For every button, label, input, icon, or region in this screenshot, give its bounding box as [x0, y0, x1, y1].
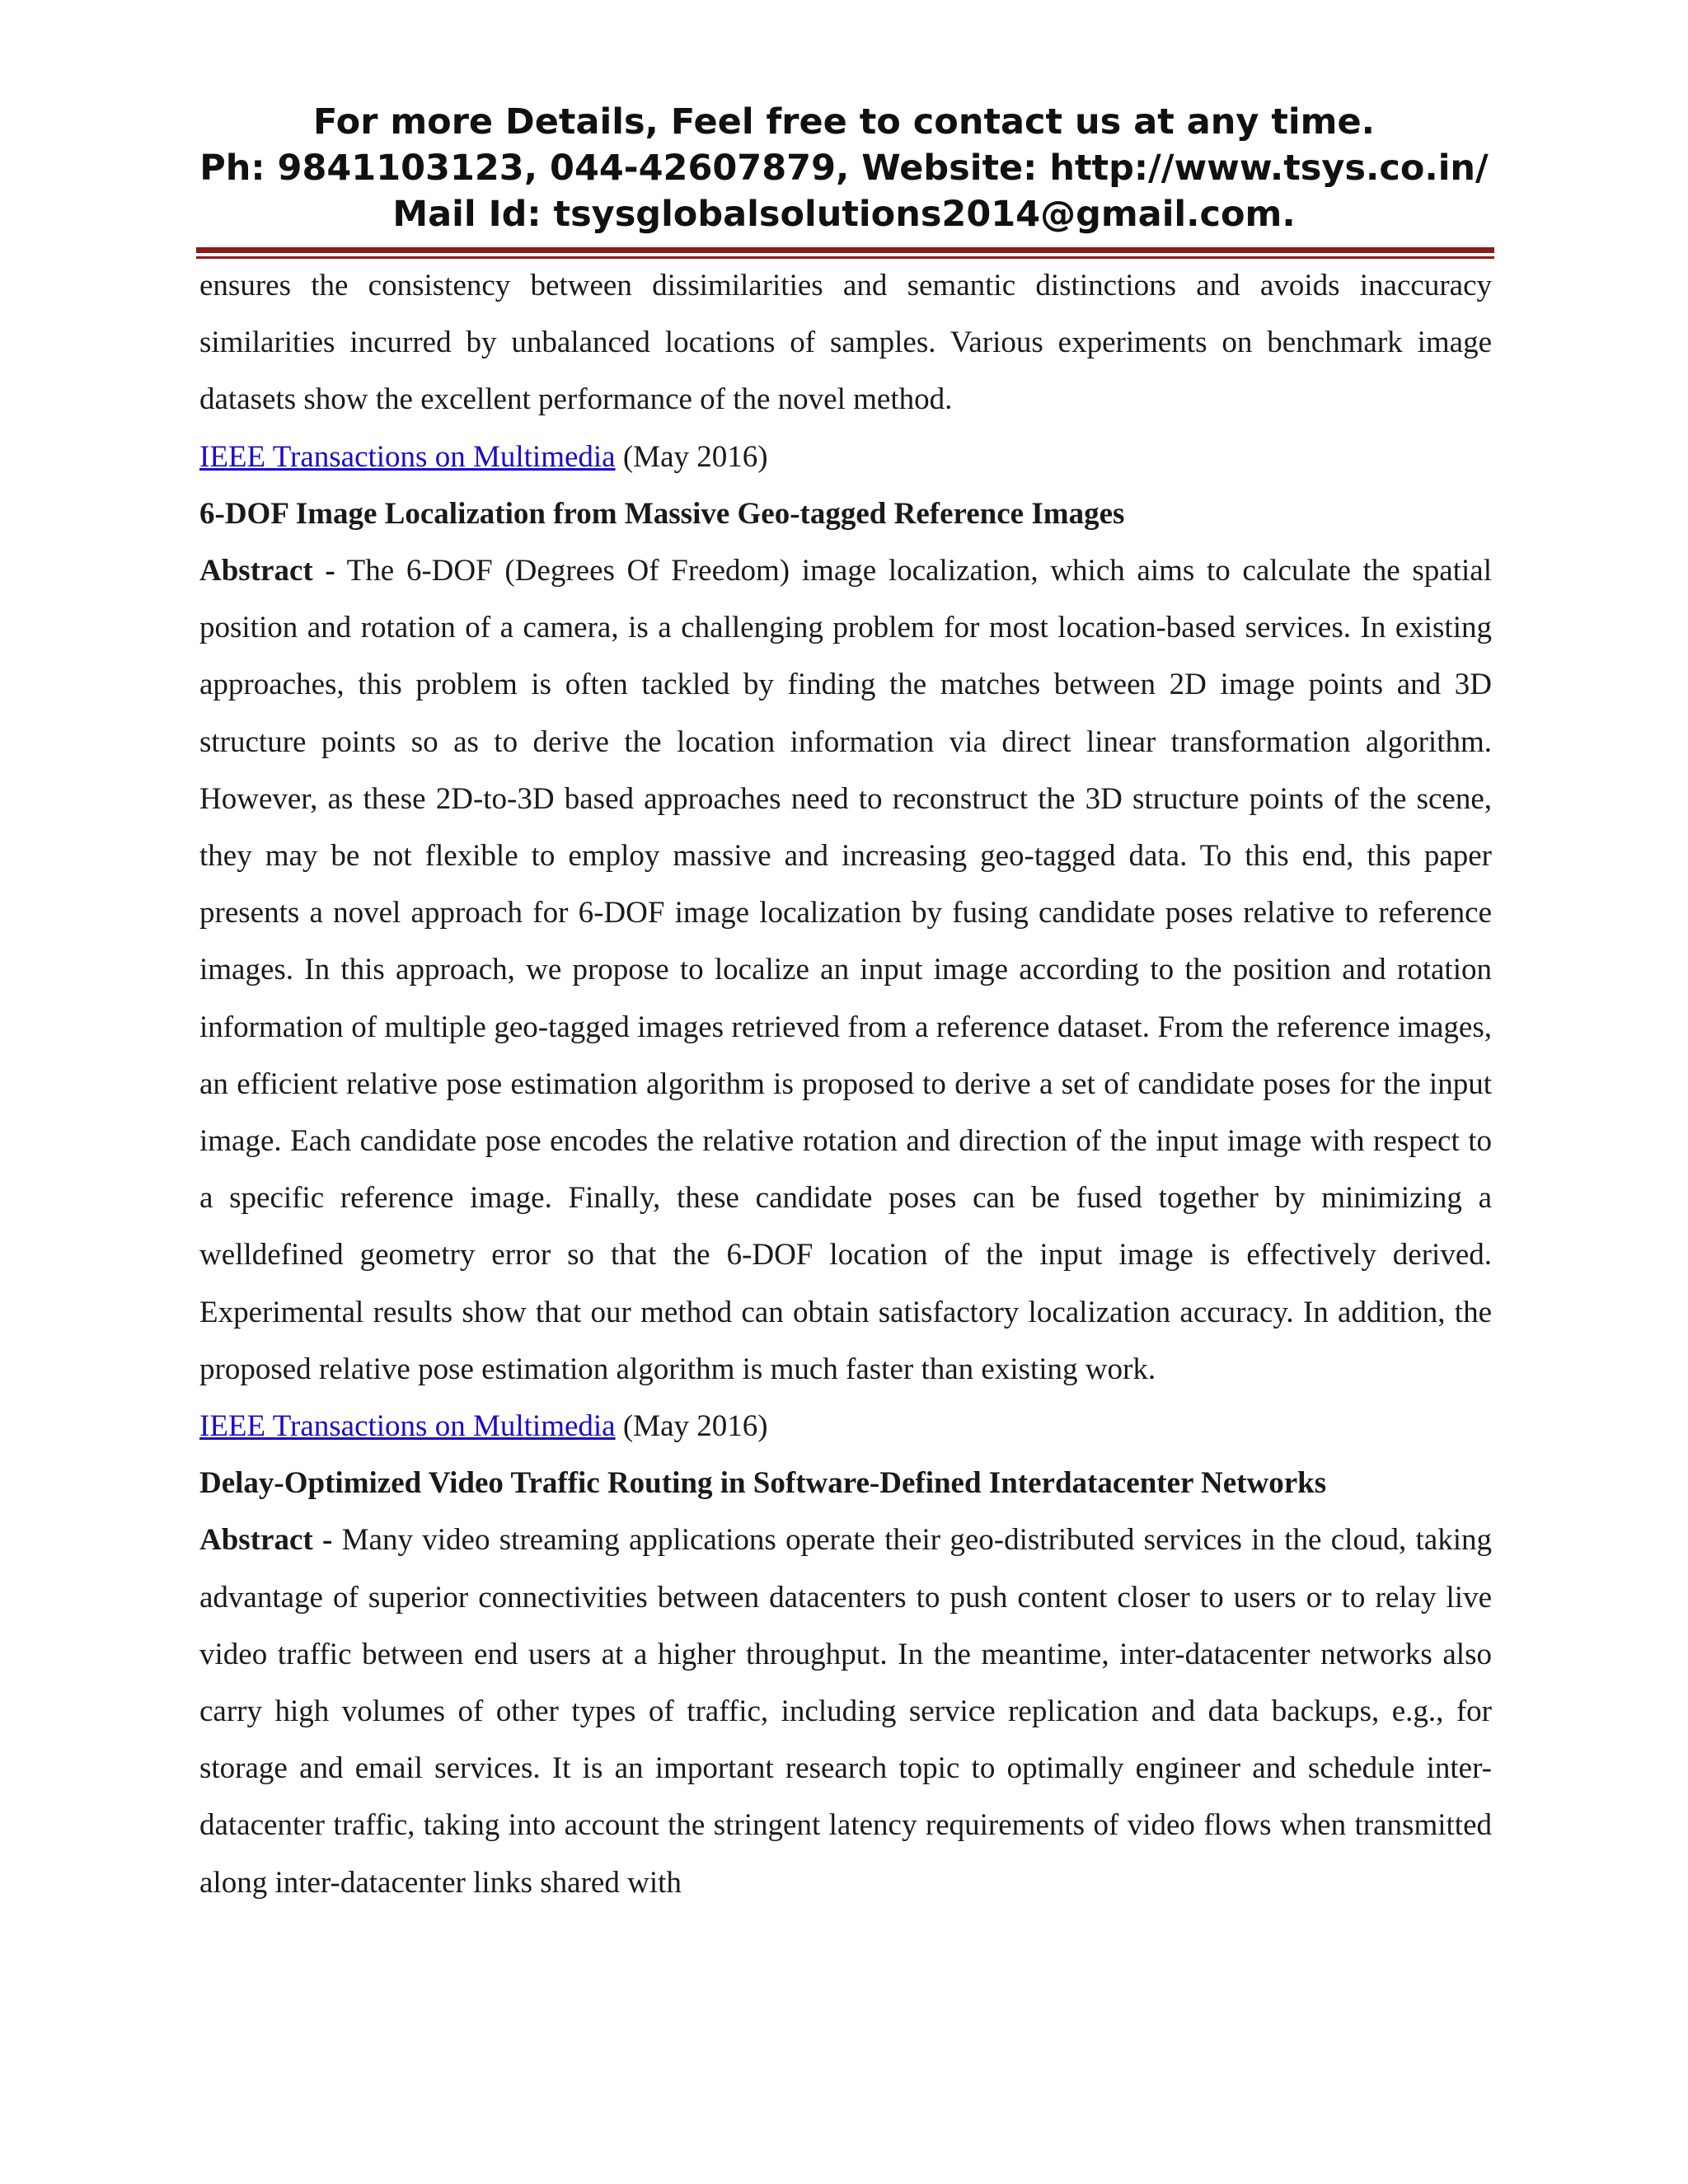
paper-source-line: [199, 1398, 1492, 1455]
document-body: [199, 257, 1492, 1911]
header-divider-thick: [196, 247, 1494, 253]
abstract-text: The 6-DOF (Degrees Of Freedom) image localization, which aims to calculate the spatial position and rotation of a camera, is a challenging problem for most location-based services. In existing approaches, this problem is often tackled by finding the matches between 2D image points and 3D structure points so as to derive the location information via direct linear transformation algorithm. However, as these 2D-to-3D based approaches need to reconstruct the 3D structure points of the scene, they may be not flexible to employ massive and increasing geo-tagged data. To this end, this paper presents a novel approach for 6-DOF image localization by fusing candidate poses relative to reference images. In this approach, we propose to localize an input image according to the position and rotation information of multiple geo-tagged images retrieved from a reference dataset. From the reference images, an efficient relative pose estimation algorithm is proposed to derive a set of candidate poses for the input image. Each candidate pose encodes the relative rotation and direction of the input image with respect to a specific reference image. Finally, these candidate poses can be fused together by minimizing a welldefined geometry error so that the 6-DOF location of the input image is effectively derived. Experimental results show that our method can obtain satisfactory localization accuracy. In addition, the proposed relative pose estimation algorithm is much faster than existing work.: [199, 554, 1492, 1386]
contact-header: [0, 99, 1688, 237]
header-line-email: Mail Id: tsysglobalsolutions2014@gmail.com.: [392, 194, 1296, 235]
header-line-phone-website: Ph: 9841103123, 044-42607879, Website: http://www.tsys.co.in/: [199, 148, 1489, 189]
paper-source-line: [199, 429, 1492, 485]
paper-abstract: [199, 542, 1492, 1398]
journal-link[interactable]: IEEE Transactions on Multimedia: [199, 439, 616, 474]
header-line-details: For more Details, Feel free to contact us at any time.: [313, 101, 1375, 143]
paper-entry: [199, 1398, 1492, 1911]
abstract-text: Many video streaming applications operate their geo-distributed services in the cloud, taking advantage of superior connectivities between datacenters to push content closer to users or to relay live video traffic between end users at a higher throughput. In the meantime, inter-datacenter networks also carry high volumes of other types of traffic, including service replication and data backups, e.g., for storage and email services. It is an important research topic to optimally engineer and schedule inter-datacenter traffic, taking into account the stringent latency requirements of video flows when transmitted along inter-datacenter links shared with: [199, 1523, 1492, 1900]
paper-abstract: [199, 1511, 1492, 1910]
paper-title: 6-DOF Image Localization from Massive Geo-tagged Reference Images: [199, 496, 1125, 531]
paper-date: (May 2016): [622, 1409, 768, 1444]
paper-date: (May 2016): [622, 439, 768, 474]
intro-paragraph: ensures the consistency between dissimilarities and semantic distinctions and avoids inaccuracy similarities incurred by unbalanced locations of samples. Various experiments on benchmark image datasets show the excellent performance of the novel method.: [199, 269, 1492, 417]
abstract-label: Abstract -: [199, 1523, 333, 1558]
paper-entry: [199, 429, 1492, 1398]
abstract-label: Abstract -: [199, 554, 335, 588]
journal-link[interactable]: IEEE Transactions on Multimedia: [199, 1409, 616, 1444]
paper-title: Delay-Optimized Video Traffic Routing in Software-Defined Interdatacenter Networks: [199, 1466, 1327, 1501]
